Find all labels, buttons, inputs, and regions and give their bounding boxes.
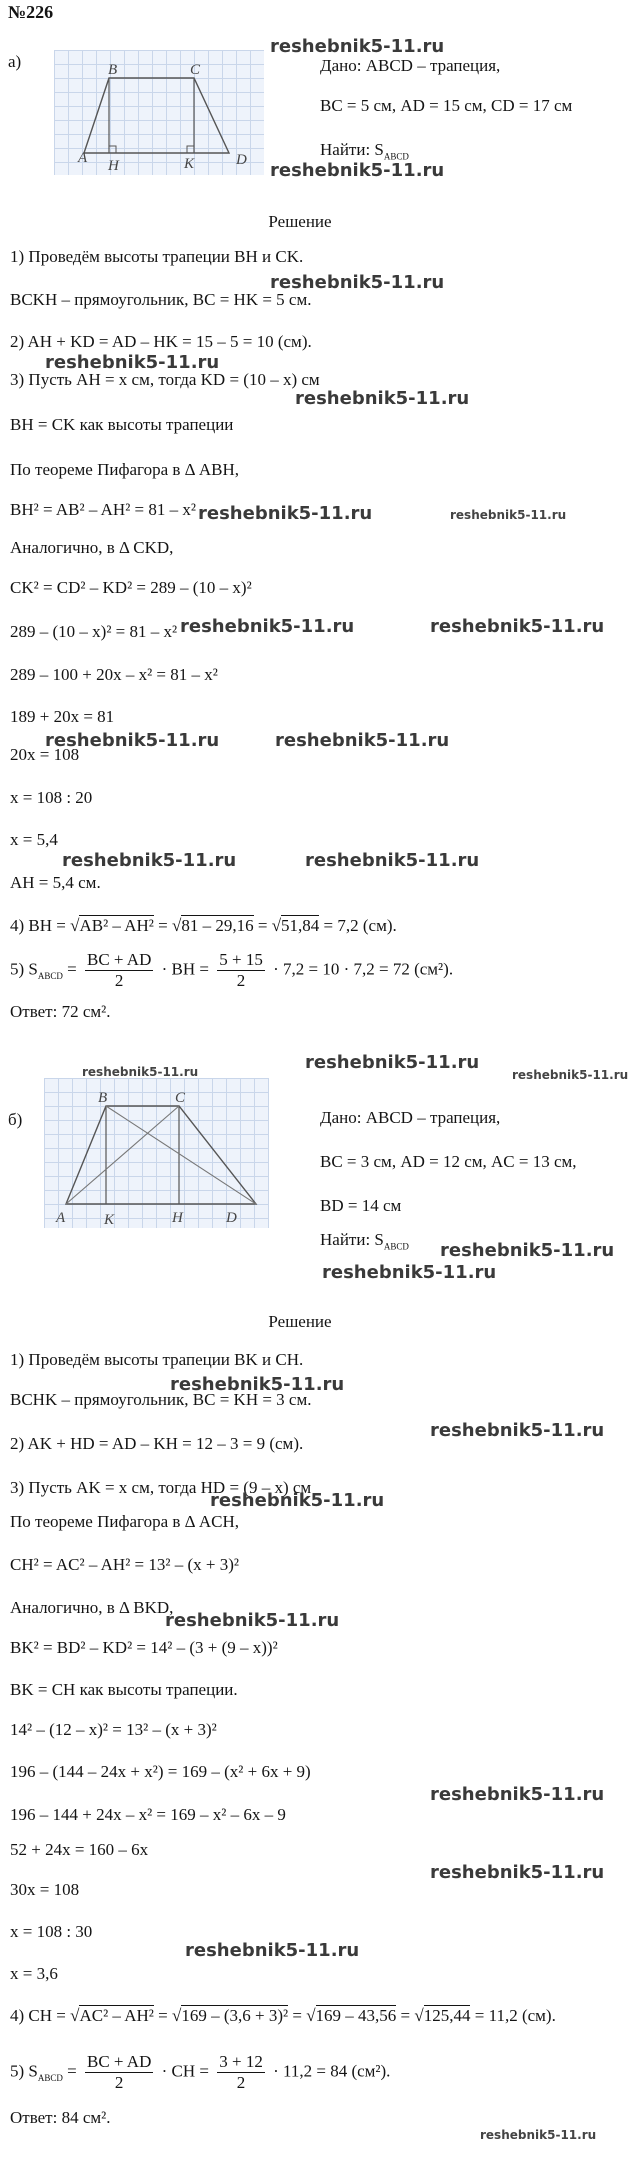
watermark: reshebnik5-11.ru <box>430 616 605 637</box>
part-a-line-11: 289 – 100 + 20x – x² = 81 – x² <box>10 665 218 684</box>
watermark: reshebnik5-11.ru <box>450 508 567 522</box>
sqrt-sign: √ <box>172 2006 182 2025</box>
part-b-line-15: x = 108 : 30 <box>10 1922 93 1941</box>
fraction <box>217 950 265 991</box>
part-b-line-10: 14² – (12 – x)² = 13² – (x + 3)² <box>10 1720 217 1739</box>
part-b-given-1: Дано: ABCD – трапеция, <box>320 1108 501 1127</box>
fraction-numerator: BC + AD <box>86 950 152 969</box>
watermark: reshebnik5-11.ru <box>270 36 445 57</box>
radicand: 169 – 43,56 <box>315 2006 397 2025</box>
watermark: reshebnik5-11.ru <box>430 1862 605 1883</box>
part-a-line-16: AH = 5,4 см. <box>10 873 101 892</box>
sqrt-sign: √ <box>70 2006 80 2025</box>
find-text: Найти: S <box>320 140 384 159</box>
sqrt-sign: √ <box>70 916 80 935</box>
part-b-line-11: 196 – (144 – 24x + x²) = 169 – (x² + 6x + 9) <box>10 1762 311 1781</box>
point-h-label: H <box>172 1210 183 1226</box>
fraction-denominator: 2 <box>236 2073 246 2092</box>
part-a-solution-heading: Решение <box>268 212 332 231</box>
formula-text: = <box>62 2061 81 2081</box>
part-a-given-1: Дано: ABCD – трапеция, <box>320 56 501 75</box>
area-subscript: ABCD <box>37 970 63 981</box>
sqrt-sign: √ <box>172 916 182 935</box>
formula-text: = 11,2 (см). <box>470 2006 556 2025</box>
part-b-answer: Ответ: 84 см². <box>10 2108 111 2127</box>
part-a-find <box>320 140 409 161</box>
watermark: reshebnik5-11.ru <box>295 388 470 409</box>
fraction-denominator: 2 <box>114 971 124 990</box>
watermark: reshebnik5-11.ru <box>185 1940 360 1961</box>
watermark: reshebnik5-11.ru <box>165 1610 340 1631</box>
formula-text: 4) CH = <box>10 2006 71 2025</box>
part-a-line-10: 289 – (10 – x)² = 81 – x² <box>10 622 178 641</box>
part-b-line-17 <box>10 2006 556 2026</box>
sqrt-sign: √ <box>271 916 282 935</box>
watermark: reshebnik5-11.ru <box>440 1240 615 1261</box>
formula-text: · CH = <box>157 2061 214 2081</box>
formula-text: = <box>153 2006 172 2025</box>
fraction-denominator: 2 <box>114 2073 124 2092</box>
part-b-given-2: BC = 3 см, AD = 12 см, AC = 13 см, <box>320 1152 577 1171</box>
point-b-label: B <box>98 1090 108 1106</box>
watermark: reshebnik5-11.ru <box>62 850 237 871</box>
part-a-line-8: Аналогично, в Δ CKD, <box>10 538 174 557</box>
part-b-given-3: BD = 14 см <box>320 1196 402 1215</box>
sqrt-sign: √ <box>414 2006 424 2025</box>
part-b-line-4: 3) Пусть AK = x см, тогда HD = (9 – x) см <box>10 1478 312 1497</box>
part-b-line-9: BK = CH как высоты трапеции. <box>10 1680 238 1699</box>
watermark: reshebnik5-11.ru <box>210 1490 385 1511</box>
watermark: reshebnik5-11.ru <box>170 1374 345 1395</box>
fraction <box>85 950 153 991</box>
part-a-line-7: BH² = AB² – AH² = 81 – x² <box>10 500 196 519</box>
formula-text: 4) BH = <box>10 916 71 935</box>
radicand: 51,84 <box>281 916 320 935</box>
part-a-given-2: BC = 5 см, AD = 15 см, CD = 17 см <box>320 96 573 115</box>
fraction-numerator: 5 + 15 <box>219 950 263 969</box>
formula-text: = <box>153 916 172 935</box>
formula-text: = 7,2 (см). <box>319 916 397 935</box>
watermark: reshebnik5-11.ru <box>322 1262 497 1283</box>
radicand: 169 – (3,6 + 3)² <box>181 2006 289 2025</box>
part-b-line-8: BK² = BD² – KD² = 14² – (3 + (9 – x))² <box>10 1638 278 1657</box>
watermark: reshebnik5-11.ru <box>82 1065 199 1079</box>
fraction-numerator: 3 + 12 <box>219 2052 263 2071</box>
watermark: reshebnik5-11.ru <box>198 503 373 524</box>
point-a-label: A <box>78 150 88 166</box>
part-b-line-6: CH² = AC² – AH² = 13² – (x + 3)² <box>10 1555 239 1574</box>
sqrt-sign: √ <box>306 2006 316 2025</box>
fraction-denominator: 2 <box>236 971 246 990</box>
part-b-line-3: 2) AK + HD = AD – KH = 12 – 3 = 9 (см). <box>10 1434 304 1453</box>
watermark: reshebnik5-11.ru <box>512 1068 628 1082</box>
fraction <box>85 2052 153 2093</box>
radicand: AC² – AH² <box>79 2006 154 2025</box>
part-b-line-2: BCHK – прямоугольник, BC = KH = 3 см. <box>10 1390 312 1409</box>
fraction-numerator: BC + AD <box>86 2052 152 2071</box>
part-a-line-5: BH = CK как высоты трапеции <box>10 415 234 434</box>
part-b-line-18 <box>10 2052 390 2093</box>
part-b-line-13: 52 + 24x = 160 – 6x <box>10 1840 149 1859</box>
find-sub: ABCD <box>383 151 409 162</box>
part-a-label: а) <box>8 52 22 71</box>
formula-text: · 7,2 = 10 · 7,2 = 72 (см²). <box>268 959 454 979</box>
point-k-label: K <box>104 1212 115 1228</box>
formula-text: · BH = <box>157 959 214 979</box>
point-d-label: D <box>226 1210 237 1226</box>
part-b-line-5: По теореме Пифагора в Δ ACH, <box>10 1512 240 1531</box>
part-a-line-15: x = 5,4 <box>10 830 58 849</box>
problem-number: №226 <box>8 2 54 22</box>
find-sub: ABCD <box>383 1241 409 1252</box>
watermark: reshebnik5-11.ru <box>305 850 480 871</box>
part-a-line-4: 3) Пусть AH = x см, тогда KD = (10 – x) см <box>10 370 320 389</box>
radicand: 125,44 <box>423 2006 471 2025</box>
part-b-line-7: Аналогично, в Δ BKD, <box>10 1598 174 1617</box>
find-text: Найти: S <box>320 1230 384 1249</box>
part-a-line-6: По теореме Пифагора в Δ ABH, <box>10 460 240 479</box>
radicand: 81 – 29,16 <box>181 916 254 935</box>
watermark: reshebnik5-11.ru <box>45 730 220 751</box>
formula-text: = <box>253 916 272 935</box>
point-a-label: A <box>56 1210 66 1226</box>
watermark: reshebnik5-11.ru <box>45 352 220 373</box>
part-b-find <box>320 1230 409 1251</box>
part-a-line-2: BCKH – прямоугольник, BC = HK = 5 см. <box>10 290 312 309</box>
part-b-line-1: 1) Проведём высоты трапеции BK и CH. <box>10 1350 304 1369</box>
part-b-line-14: 30x = 108 <box>10 1880 80 1899</box>
fraction <box>217 2052 265 2093</box>
part-b-line-12: 196 – 144 + 24x – x² = 169 – x² – 6x – 9 <box>10 1805 286 1824</box>
point-c-label: C <box>190 62 201 78</box>
point-k-label: K <box>184 156 195 172</box>
part-b-line-16: x = 3,6 <box>10 1964 58 1983</box>
watermark: reshebnik5-11.ru <box>180 616 355 637</box>
watermark: reshebnik5-11.ru <box>430 1420 605 1441</box>
watermark: reshebnik5-11.ru <box>270 160 445 181</box>
radicand: AB² – AH² <box>79 916 154 935</box>
formula-text: 5) S <box>10 959 38 979</box>
part-b-solution-heading: Решение <box>268 1312 332 1331</box>
part-a-line-17 <box>10 916 397 936</box>
formula-text: = <box>62 959 81 979</box>
area-subscript: ABCD <box>37 2072 63 2083</box>
part-a-line-13: 20x = 108 <box>10 745 80 764</box>
formula-text: = <box>396 2006 415 2025</box>
part-b-trapezoid <box>44 1078 269 1228</box>
part-a-line-12: 189 + 20x = 81 <box>10 707 115 726</box>
part-a-line-9: CK² = CD² – KD² = 289 – (10 – x)² <box>10 578 252 597</box>
part-a-line-18 <box>10 950 453 991</box>
watermark: reshebnik5-11.ru <box>480 2128 597 2142</box>
watermark: reshebnik5-11.ru <box>275 730 450 751</box>
part-a-line-1: 1) Проведём высоты трапеции BH и CK. <box>10 247 304 266</box>
watermark: reshebnik5-11.ru <box>430 1784 605 1805</box>
point-b-label: B <box>108 62 118 78</box>
part-a-line-14: x = 108 : 20 <box>10 788 93 807</box>
watermark: reshebnik5-11.ru <box>305 1052 480 1073</box>
part-b-label: б) <box>8 1110 23 1129</box>
point-d-label: D <box>236 152 247 168</box>
point-h-label: H <box>108 158 119 174</box>
formula-text: 5) S <box>10 2061 38 2081</box>
part-a-line-3: 2) AH + KD = AD – HK = 15 – 5 = 10 (см). <box>10 332 312 351</box>
point-c-label: C <box>175 1090 186 1106</box>
formula-text: · 11,2 = 84 (см²). <box>268 2061 391 2081</box>
formula-text: = <box>288 2006 307 2025</box>
part-a-answer: Ответ: 72 см². <box>10 1002 111 1021</box>
watermark: reshebnik5-11.ru <box>270 272 445 293</box>
